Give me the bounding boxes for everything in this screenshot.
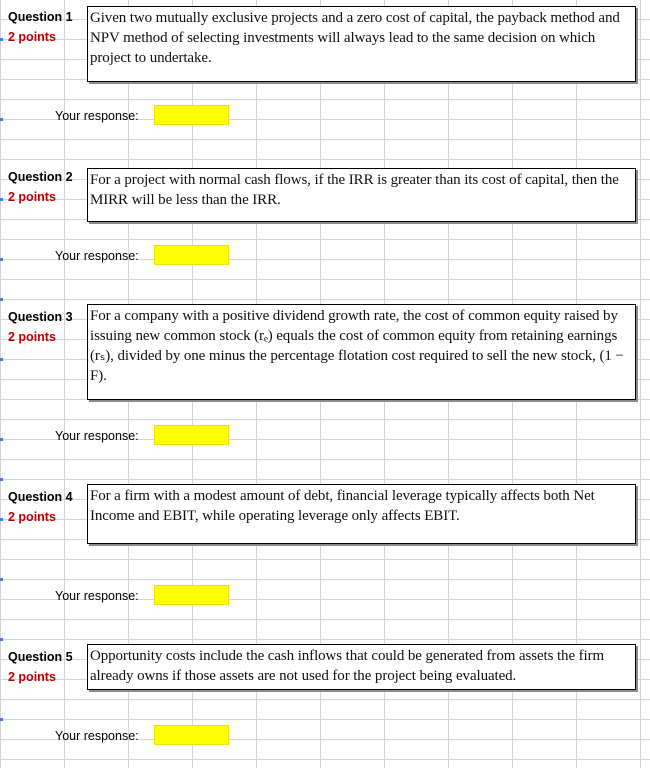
question-1-response-label: Your response: (55, 109, 139, 123)
question-2-points: 2 points (8, 190, 56, 204)
row-marker (0, 518, 3, 521)
question-4-response-cell[interactable] (154, 585, 229, 605)
row-marker (0, 298, 3, 301)
question-4-response-label: Your response: (55, 589, 139, 603)
question-1-label: Question 1 (8, 10, 73, 24)
question-4-label: Question 4 (8, 490, 73, 504)
row-marker (0, 118, 3, 121)
question-3-label: Question 3 (8, 310, 73, 324)
question-1-text-box: Given two mutually exclusive projects and a zero cost of capital, the payback method and NPV method of selecting investments will always lead to the same decision on which project to undertake. (87, 6, 636, 82)
row-marker (0, 578, 3, 581)
question-3-response-label: Your response: (55, 429, 139, 443)
question-2-response-cell[interactable] (154, 245, 229, 265)
question-2-response-label: Your response: (55, 249, 139, 263)
question-2-text-box: For a project with normal cash flows, if the IRR is greater than its cost of capital, then the MIRR will be less than the IRR. (87, 168, 636, 222)
question-3-response-cell[interactable] (154, 425, 229, 445)
question-5-label: Question 5 (8, 650, 73, 664)
question-3-points: 2 points (8, 330, 56, 344)
question-5-points: 2 points (8, 670, 56, 684)
question-4-points: 2 points (8, 510, 56, 524)
question-4-text-box: For a firm with a modest amount of debt, financial leverage typically affects both Net Income and EBIT, while operating leverage only affects EBIT. (87, 484, 636, 544)
question-2-label: Question 2 (8, 170, 73, 184)
question-1-response-cell[interactable] (154, 105, 229, 125)
row-marker (0, 358, 3, 361)
row-marker (0, 638, 3, 641)
question-5-text-box: Opportunity costs include the cash inflows that could be generated from assets the firm already owns if those assets are not used for the project being evaluated. (87, 644, 636, 690)
question-5-response-label: Your response: (55, 729, 139, 743)
row-marker (0, 38, 3, 41)
row-marker (0, 718, 3, 721)
row-marker (0, 478, 3, 481)
question-5-response-cell[interactable] (154, 725, 229, 745)
row-marker (0, 258, 3, 261)
row-marker (0, 438, 3, 441)
row-marker (0, 198, 3, 201)
question-1-points: 2 points (8, 30, 56, 44)
question-3-text-box: For a company with a positive dividend growth rate, the cost of common equity raised by issuing new common stock (rₑ) equals the cost of common equity from retaining earnings (rₛ), divided by one minus the percentage flotation cost required to sell the new stock, (1 − F). (87, 304, 636, 400)
